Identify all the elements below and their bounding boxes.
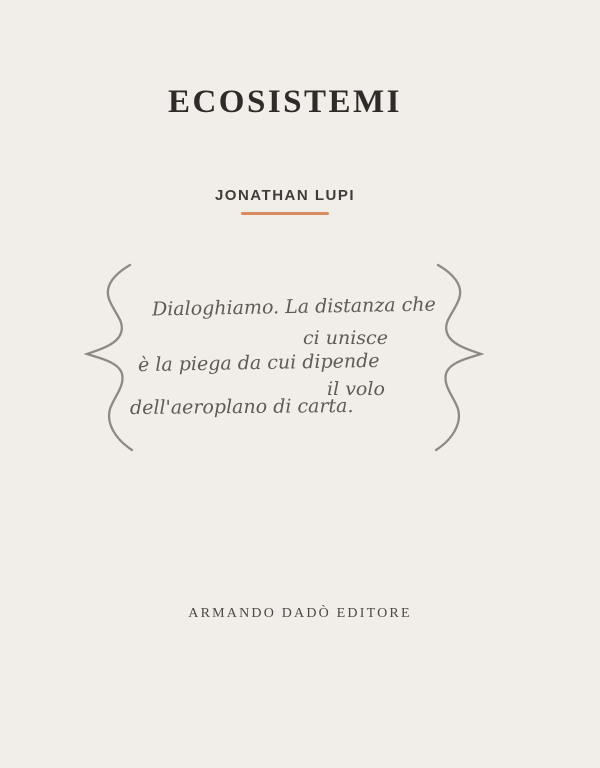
quote-line: dell'aeroplano di carta. xyxy=(129,395,354,419)
quote-line: il volo xyxy=(327,378,385,400)
publisher-name: ARMANDO DADÒ EDITORE xyxy=(188,606,412,621)
left-brace-icon xyxy=(78,257,138,457)
right-brace-icon xyxy=(430,257,490,457)
quote-line: ci unisce xyxy=(303,327,388,349)
quote-line: Dialoghiamo. La distanza che xyxy=(151,293,437,321)
author-name: JONATHAN LUPI xyxy=(214,187,356,204)
accent-divider xyxy=(241,212,329,215)
book-title: ECOSISTEMI xyxy=(167,84,403,120)
quote-line: è la piega da cui dipende xyxy=(137,349,380,377)
